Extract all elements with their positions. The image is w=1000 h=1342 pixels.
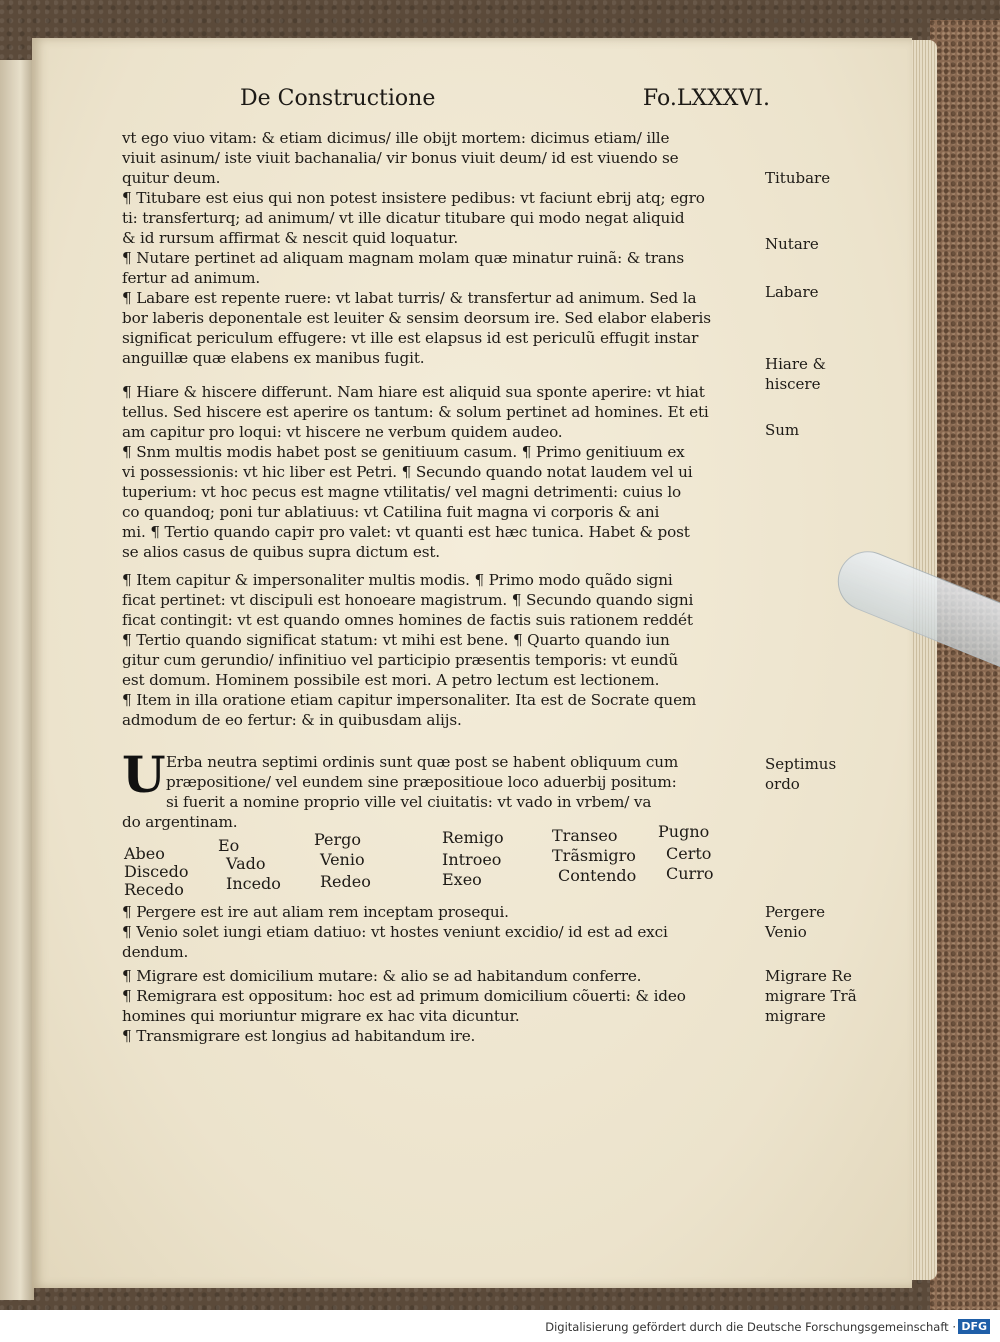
margin-note: Sum (765, 421, 800, 439)
text-line: quitur deum. (122, 169, 221, 187)
text-line: ¶ Titubare est eius qui non potest insistere pedibus: vt faciunt ebrij atq; egro (122, 189, 705, 207)
digitization-footer (0, 1310, 1000, 1342)
verb-cell: Transeo (552, 826, 618, 845)
verb-table (124, 822, 764, 899)
verb-cell: Abeo (124, 844, 165, 863)
text-line: do argentinam. (122, 813, 238, 831)
margin-note: Hiare & hiscere (765, 355, 826, 393)
text-line: tellus. Sed hiscere est aperire os tantum: & solum pertinet ad homines. Et eti (122, 403, 709, 421)
text-line: ¶ Pergere est ire aut aliam rem inceptam prosequi. (122, 903, 509, 921)
margin-note: Pergere Venio (765, 903, 825, 941)
text-line: fertur ad animum. (122, 269, 261, 287)
verb-cell: Recedo (124, 880, 184, 899)
text-line: ¶ Hiare & hiscere differunt. Nam hiare est aliquid sua sponte aperire: vt hiat (122, 383, 705, 401)
text-line: viuit asinum/ iste viuit bachanalia/ vir bonus viuit deum/ id est viuendo se (122, 149, 679, 167)
verb-cell: Introeo (442, 850, 502, 869)
margin-note: Titubare (765, 169, 831, 187)
dfg-logo: DFG (958, 1319, 990, 1334)
text-line: ¶ Item capitur & impersonaliter multis modis. ¶ Primo modo quãdo signi (122, 571, 673, 589)
verb-cell: Discedo (124, 862, 189, 881)
verb-cell: Trãsmigro (552, 846, 636, 865)
running-header (240, 86, 770, 120)
text-line: est domum. Hominem possibile est mori. A petro lectum est lectionem. (122, 671, 660, 689)
verb-cell: Venio (320, 850, 365, 869)
text-line: bor laberis deponentale est leuiter & sensim deorsum ire. Sed elabor elaberis (122, 309, 711, 327)
verb-cell: Pergo (314, 830, 362, 849)
text-block-5 (122, 902, 762, 962)
margin-note: Migrare Re migrare Trã migrare (765, 967, 857, 1025)
margin-note: Nutare (765, 235, 819, 253)
text-line: ficat pertinet: vt discipuli est honoeare magistrum. ¶ Secundo quando signi (122, 591, 694, 609)
book-cover-board (930, 20, 1000, 1310)
verb-cell: Pugno (658, 822, 710, 841)
verb-cell: Remigo (442, 828, 504, 847)
text-line: ¶ Venio solet iungi etiam datiuo: vt hostes veniunt excidio/ id est ad exci (122, 923, 668, 941)
folio-number: Fo.LXXXVI. (642, 86, 770, 111)
running-title: De Constructione (240, 86, 436, 111)
text-line: vt ego viuo vitam: & etiam dicimus/ ille obijt mortem: dicimus etiam/ ille (122, 129, 670, 147)
text-line: homines qui moriuntur migrare ex hac vita dicuntur. (122, 1007, 520, 1025)
text-line: anguillæ quæ elabens ex manibus fugit. (122, 349, 425, 367)
verb-cell: Certo (666, 844, 712, 863)
text-line: am capitur pro loqui: vt hiscere ne verbum quidem audeo. (122, 423, 563, 441)
verb-cell: Curro (666, 864, 714, 883)
text-line: co quandoq; poni tur ablatiuus: vt Catilina fuit magna vi corporis & ani (122, 503, 660, 521)
verb-cell: Incedo (226, 874, 281, 893)
text-line: ¶ Nutare pertinet ad aliquam magnam molam quæ minatur ruinã: & trans (122, 249, 685, 267)
verb-cell: Redeo (320, 872, 371, 891)
verb-cell: Vado (226, 854, 266, 873)
text-line: gitur cum gerundio/ infinitiuo vel participio præsentis temporis: vt eundũ (122, 651, 678, 669)
margin-note: Septimus ordo (765, 755, 837, 793)
text-block-4a (166, 752, 762, 812)
text-line: si fuerit a nomine proprio ville vel ciuitatis: vt vado in vrbem/ va (166, 793, 652, 811)
text-line: præpositione/ vel eundem sine præpositioue loco aduerbij positum: (166, 773, 677, 791)
text-line: ¶ Item in illa oratione etiam capitur impersonaliter. Ita est de Socrate quem (122, 691, 697, 709)
text-block-3 (122, 570, 762, 730)
decorated-initial: U (122, 745, 166, 804)
funding-credit: Digitalisierung gefördert durch die Deutsche Forschungsgemeinschaft · (545, 1320, 956, 1334)
text-line: Erba neutra septimi ordinis sunt quæ post se habent obliquum cum (166, 753, 679, 771)
text-line: ficat contingit: vt est quando omnes homines de factis suis rationem reddét (122, 611, 693, 629)
text-line: tuperium: vt hoc pecus est magne vtilitatis/ vel magni detrimenti: cuius lo (122, 483, 682, 501)
text-block-6 (122, 966, 762, 1046)
text-line: ¶ Migrare est domicilium mutare: & alio se ad habitandum conferre. (122, 967, 642, 985)
text-line: ti: transferturq; ad animum/ vt ille dicatur titubare qui modo negat aliquid (122, 209, 685, 227)
margin-note: Labare (765, 283, 819, 301)
text-line: ¶ Remigrara est oppositum: hoc est ad primum domicilium cõuerti: & ideo (122, 987, 686, 1005)
verb-cell: Exeo (442, 870, 482, 889)
text-line: ¶ Labare est repente ruere: vt labat turris/ & transfertur ad animum. Sed la (122, 289, 697, 307)
text-block-1 (122, 128, 762, 368)
text-line: ¶ Transmigrare est longius ad habitandum ire. (122, 1027, 476, 1045)
verb-cell: Contendo (558, 866, 637, 885)
text-line: mi. ¶ Tertio quando capiт pro valet: vt quanti est hæc tunica. Habet & post (122, 523, 690, 541)
text-line: ¶ Tertio quando significat statum: vt mihi est bene. ¶ Quarto quando iun (122, 631, 670, 649)
text-line: ¶ Snm multis modis habet post se genitiuum casum. ¶ Primo genitiuum ex (122, 443, 685, 461)
text-line: significat periculum effugere: vt ille est elapsus id est periculũ effugit instar (122, 329, 699, 347)
text-line: & id rursum affirmat & nescit quid loquatur. (122, 229, 459, 247)
text-line: admodum de eo fertur: & in quibusdam alijs. (122, 711, 462, 729)
text-line: se alios casus de quibus supra dictum est. (122, 543, 440, 561)
facing-page-edge (0, 60, 34, 1300)
text-line: dendum. (122, 943, 189, 961)
text-block-2 (122, 382, 762, 562)
verb-cell: Eo (218, 836, 240, 855)
text-line: vi possessionis: vt hic liber est Petri. ¶ Secundo quando notat laudem vel ui (122, 463, 693, 481)
